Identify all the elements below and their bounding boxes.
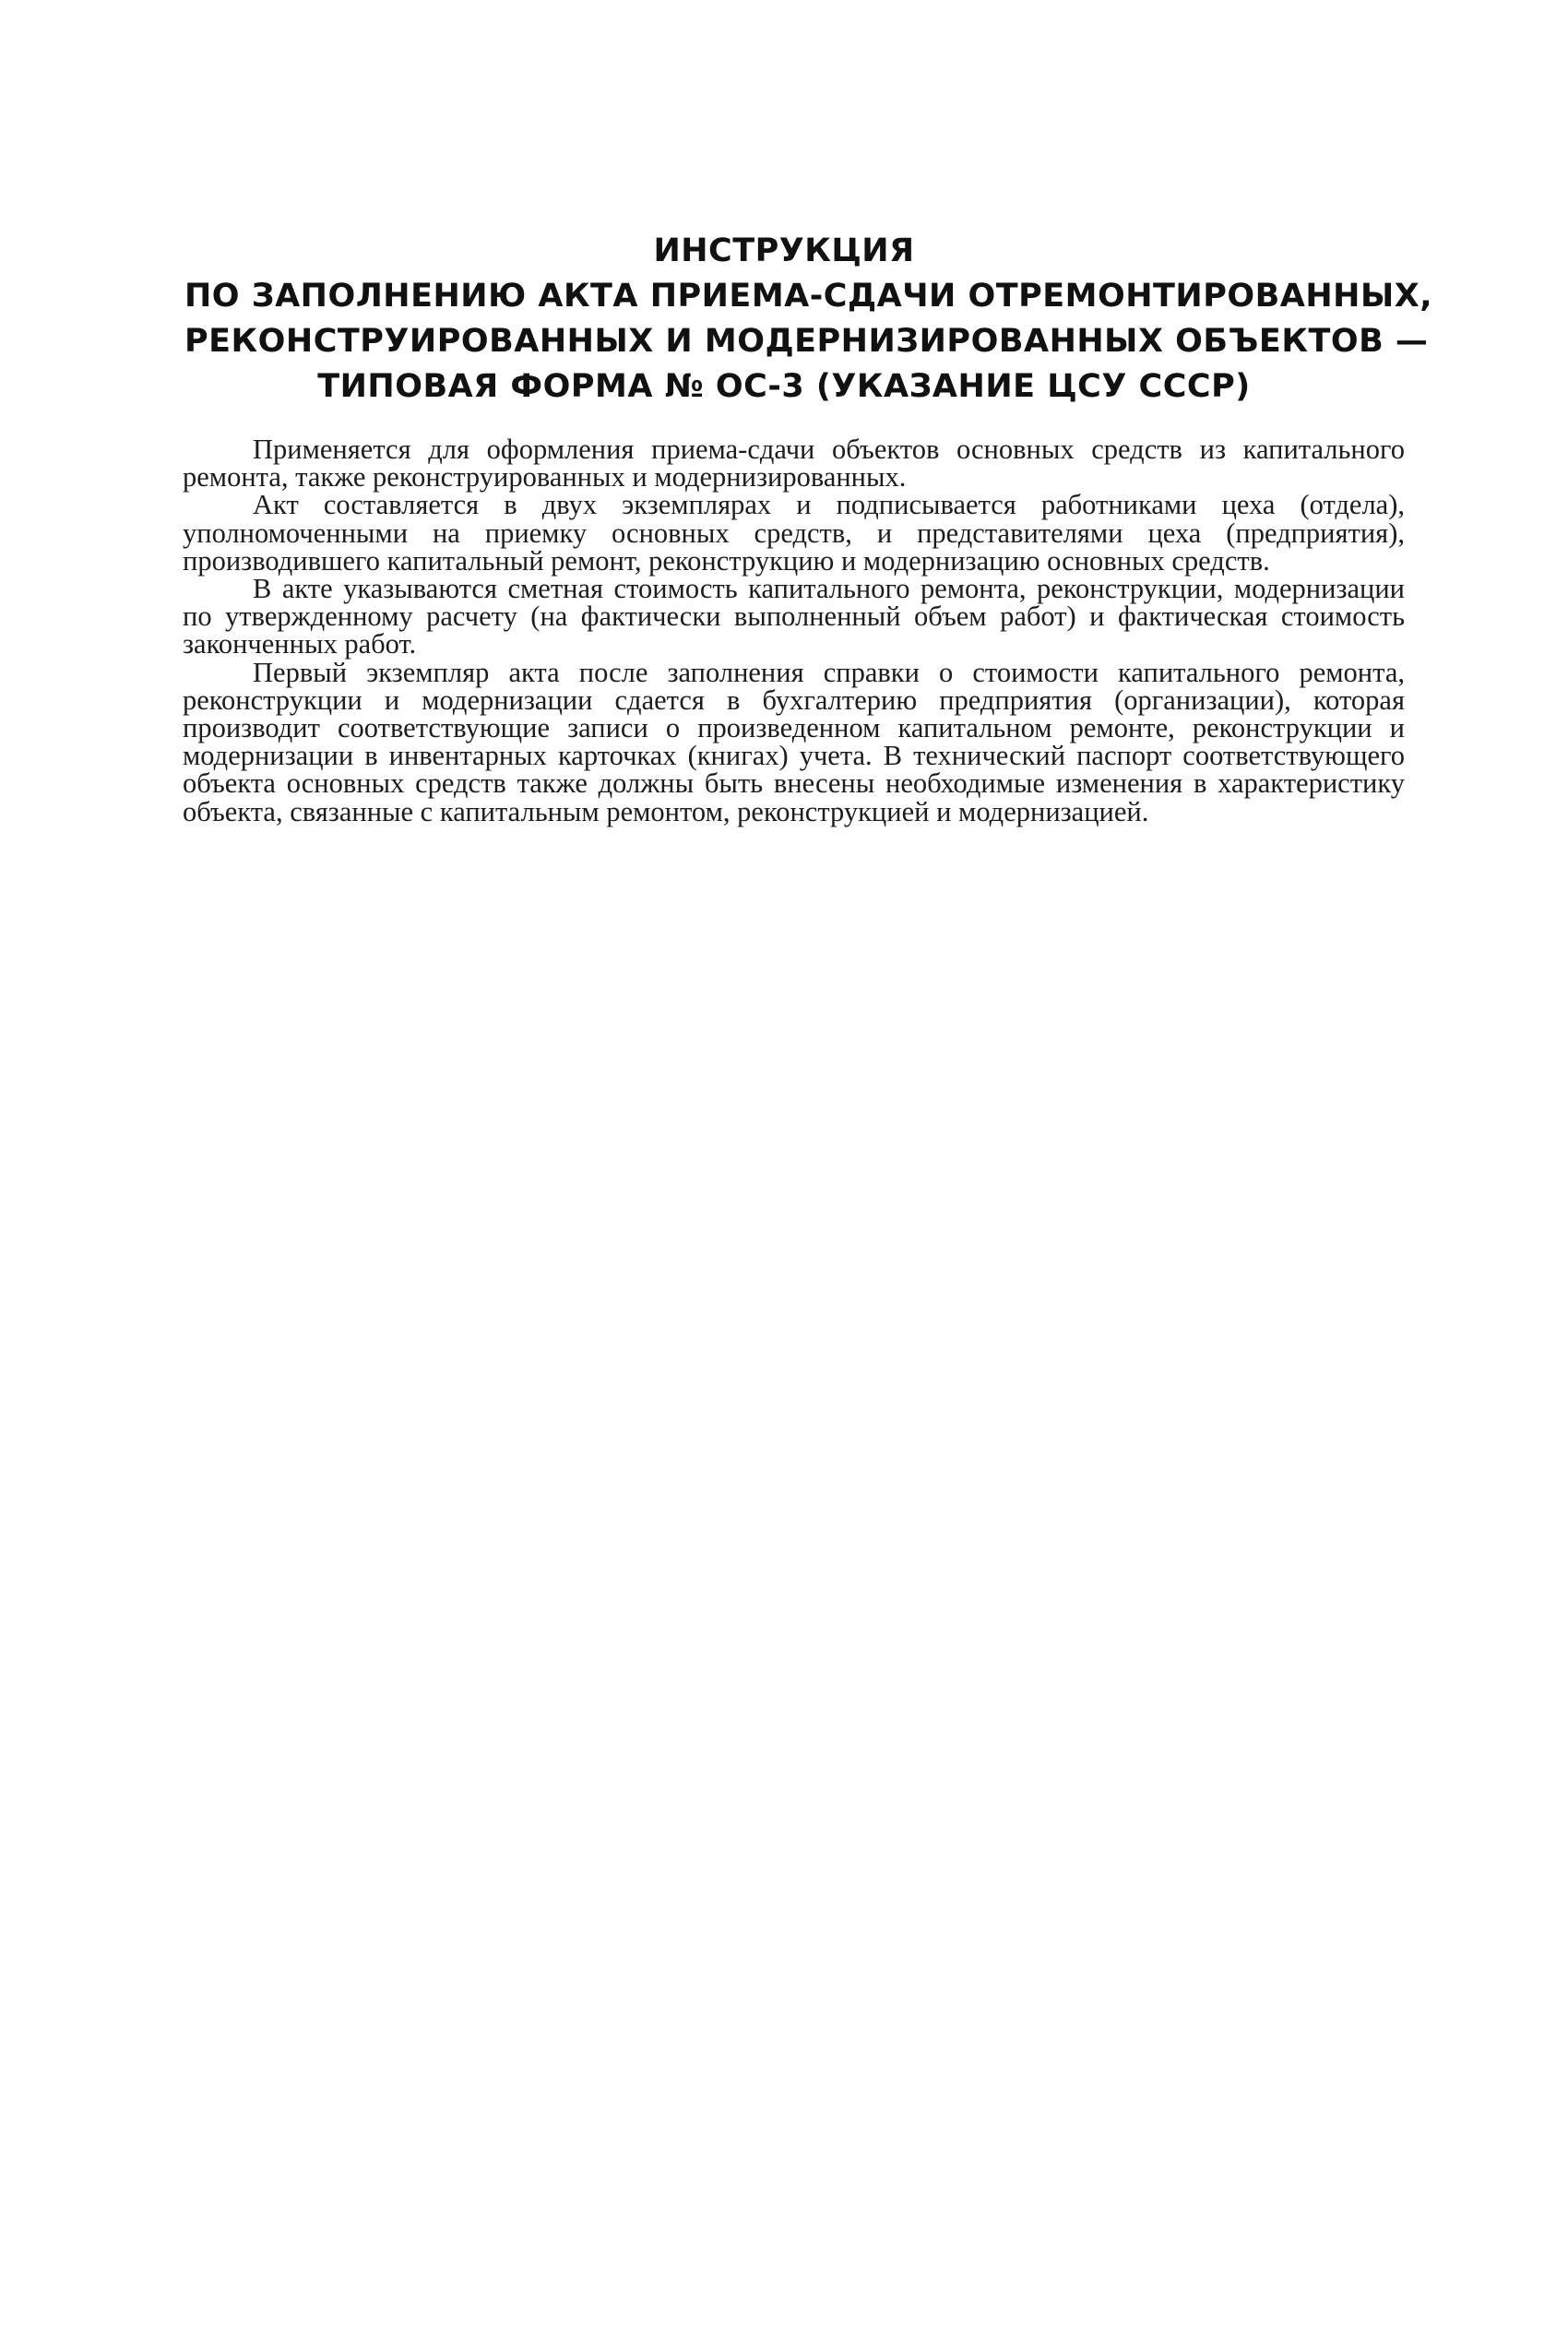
title-line-2: ПО ЗАПОЛНЕНИЮ АКТА ПРИЕМА-СДАЧИ ОТРЕМОНТИРОВАННЫХ, (184, 278, 1433, 315)
paragraph-accounting: Первый экземпляр акта после заполнения справки о стоимости капитального ремонта, реконструкции и модернизации сдается в бухгалтерию предприятия (организации), которая производит соответствующие записи о произведенном капитальном ремонте, реконструкции и модернизации в инвентарных карточках (книгах) учета. В технический паспорт соответствующего объекта основных средств также должны быть внесены необходимые изменения в характеристику объекта, связанные с капитальным ремонтом, реконструкцией и модернизацией. (183, 656, 1405, 827)
title-line-1: ИНСТРУКЦИЯ (653, 232, 915, 269)
paragraph-cost: В акте указываются сметная стоимость капитального ремонта, реконструкции, модернизации по утвержденному расчету (на фактически выполненный объем работ) и фактическая стоимость законченных работ. (183, 573, 1405, 660)
title-line-4: ТИПОВАЯ ФОРМА № ОС-3 (УКАЗАНИЕ ЦСУ СССР) (317, 368, 1251, 405)
paragraph-purpose: Применяется для оформления приема-сдачи объектов основных средств из капитального ремонта, также реконструированных и модернизированных. (183, 434, 1405, 494)
document-title (184, 229, 1433, 410)
document-body (183, 435, 1405, 826)
title-line-3: РЕКОНСТРУИРОВАННЫХ И МОДЕРНИЗИРОВАННЫХ ОБЪЕКТОВ — (184, 323, 1429, 360)
paragraph-copies: Акт составляется в двух экземплярах и подписывается работниками цеха (отдела), уполномоченными на приемку основных средств, и представителями цеха (предприятия), производившего капитальный ремонт, реконструкцию и модернизацию основных средств. (183, 489, 1405, 577)
